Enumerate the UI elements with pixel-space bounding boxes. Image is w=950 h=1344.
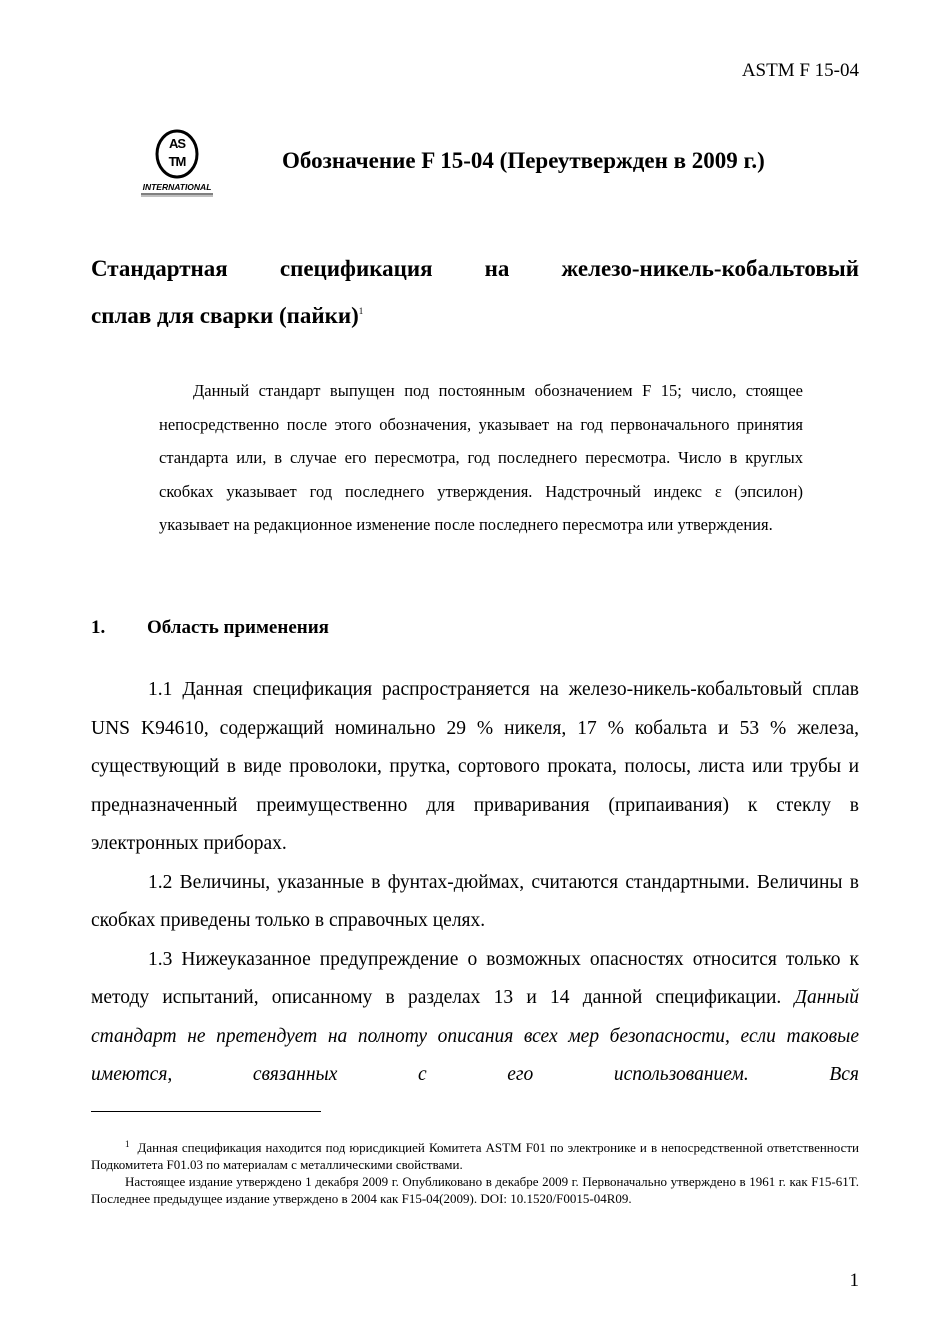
- svg-text:TM: TM: [168, 154, 186, 169]
- section-1-heading: [91, 617, 329, 639]
- footnote-text-1: Данная спецификация находится под юрисдикцией Комитета ASTM F01 по электронике и в непосредственной ответственности Подкомитета F01.03 по материалам с металлическими свойствами.: [91, 1140, 859, 1172]
- document-title: [91, 248, 859, 337]
- section-number: 1.: [91, 617, 106, 638]
- footnote-paragraph-2: Настоящее издание утверждено 1 декабря 2009 г. Опубликовано в декабре 2009 г. Первоначально утверждено в 1961 г. как F15-61T. Последнее предыдущее издание утверждено в 2004 как F15-04(2009). DOI: 10.1520/F0015-04R09.: [91, 1174, 859, 1206]
- designation-heading: Обозначение F 15-04 (Переутвержден в 2009 г.): [282, 148, 765, 173]
- title-footnote-ref: 1: [358, 306, 364, 316]
- title-word: на: [484, 256, 510, 281]
- section-title: Область применения: [147, 617, 329, 638]
- notice-text: Данный стандарт выпущен под постоянным обозначением F 15; число, стоящее непосредственно после этого обозначения, указывает на год первоначального принятия стандарта или, в случае его пересмотра, год последнего пересмотра. Число в круглых скобках указывает год последнего утверждения. Надстрочный индекс ε (эпсилон) указывает на редакционное изменение после последнего пересмотра или утверждения.: [159, 381, 803, 534]
- svg-text:AS: AS: [168, 136, 186, 151]
- footnote-mark: 1: [125, 1139, 130, 1149]
- title-line-1: [91, 248, 859, 290]
- section-1-body: [91, 671, 859, 1095]
- paragraph-1-3-italic: Данный стандарт не претендует на полноту описания всех мер безопасности, если таковые имеются, связанных с его использованием. Вся: [91, 987, 859, 1085]
- footnote: [91, 1136, 859, 1207]
- paragraph-1-3-regular: 1.3 Нижеуказанное предупреждение о возможных опасностях относится только к методу испытаний, описанному в разделах 13 и 14 данной спецификации.: [91, 948, 859, 1008]
- paragraph-1-2: 1.2 Величины, указанные в фунтах-дюймах, считаются стандартными. Величины в скобках приведены только в справочных целях.: [91, 871, 859, 931]
- footnote-paragraph-1: [91, 1136, 859, 1173]
- footnote-separator: [91, 1111, 321, 1112]
- title-line-2-text: сплав для сварки (пайки): [91, 303, 359, 328]
- document-code: ASTM F 15-04: [741, 60, 859, 81]
- paragraph-1-3: [91, 941, 859, 1095]
- title-word: Стандартная: [91, 256, 228, 281]
- title-line-2: [91, 290, 859, 337]
- page-number: 1: [849, 1270, 859, 1291]
- astm-international-logo: [136, 126, 218, 198]
- svg-text:INTERNATIONAL: INTERNATIONAL: [142, 182, 212, 192]
- paragraph-1-1: 1.1 Данная спецификация распространяется на железо-никель-кобальтовый сплав UNS K94610, содержащий номинально 29 % никеля, 17 % кобальта и 53 % железа, существующий в виде проволоки, прутка, сортового проката, полосы, листа или трубы и предназначенный преимущественно для приваривания (припаивания) к стеклу в электронных приборах.: [91, 679, 859, 854]
- title-word: железо-никель-кобальтовый: [561, 256, 859, 281]
- title-word: спецификация: [279, 256, 433, 281]
- standard-notice: [159, 374, 803, 542]
